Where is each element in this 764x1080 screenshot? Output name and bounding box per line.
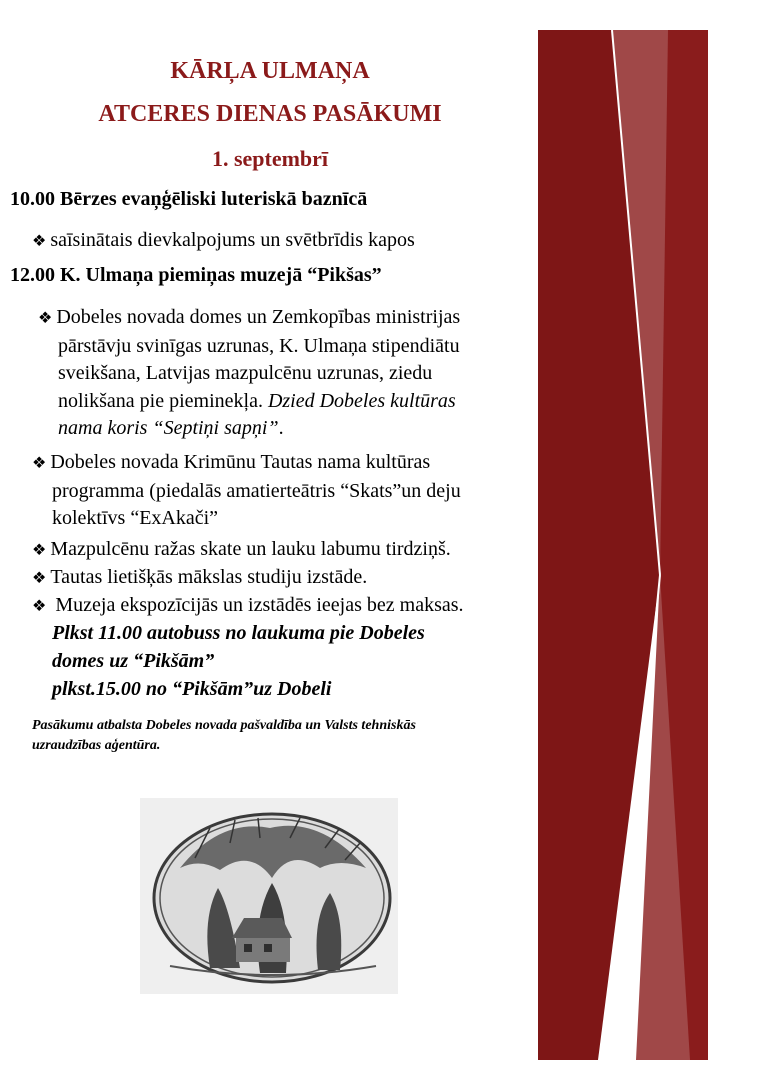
list-item: ❖ Muzeja ekspozīcijās un izstādēs ieejas bez maksas. [32,594,464,616]
bullet-icon: ❖ [32,570,47,587]
bullet-icon: ❖ [32,455,47,472]
list-item: ❖ Dobeles novada Krimūnu Tautas nama kultūras programma (piedalās amatierteātris “Skats”un deju kolektīvs “ExAkači” [32,451,461,529]
list-item: ❖ Tautas lietišķās mākslas studiju izstāde. [32,566,368,588]
event-date: 1. septembrī [211,146,329,171]
schedule-heading-1: 10.00 Bērzes evaņģēliski luteriskā baznīcā [10,188,368,210]
list-item: ❖ Mazpulcēnu ražas skate un lauku labumu tirdziņš. [32,538,451,560]
list-item: ❖ saīsinātais dievkalpojums un svētbrīdis kapos [32,229,415,251]
bullet-icon: ❖ [32,233,47,250]
bullet-icon: ❖ [38,310,53,327]
list-item: ❖ Dobeles novada domes un Zemkopības ministrijas pārstāvju svinīgas uzrunas, K. Ulmaņa stipendiātu sveikšana, Latvijas mazpulcēnu uzrunas, ziedu nolikšana pie pieminekļa. Dzied Dobeles kultūras nama koris “Septiņi sapņi”. [38,306,461,439]
page-title: KĀRĻA ULMAŅA [170,58,370,84]
drawing-image [140,798,398,994]
support-note: Pasākumu atbalsta Dobeles novada pašvaldība un Valsts tehniskās [32,718,416,733]
page-subtitle: ATCERES DIENAS PASĀKUMI [98,101,442,127]
transport-line: Plkst 11.00 autobuss no laukuma pie Dobeles [52,622,425,644]
bullet-icon: ❖ [32,542,47,559]
transport-line: plkst.15.00 no “Pikšām”uz Dobeli [52,678,332,700]
schedule-heading-2: 12.00 K. Ulmaņa piemiņas muzejā “Pikšas” [10,264,382,286]
transport-line: domes uz “Pikšām” [52,650,215,672]
bullet-icon: ❖ [32,598,47,615]
support-note: uzraudzības aģentūra. [32,738,161,753]
